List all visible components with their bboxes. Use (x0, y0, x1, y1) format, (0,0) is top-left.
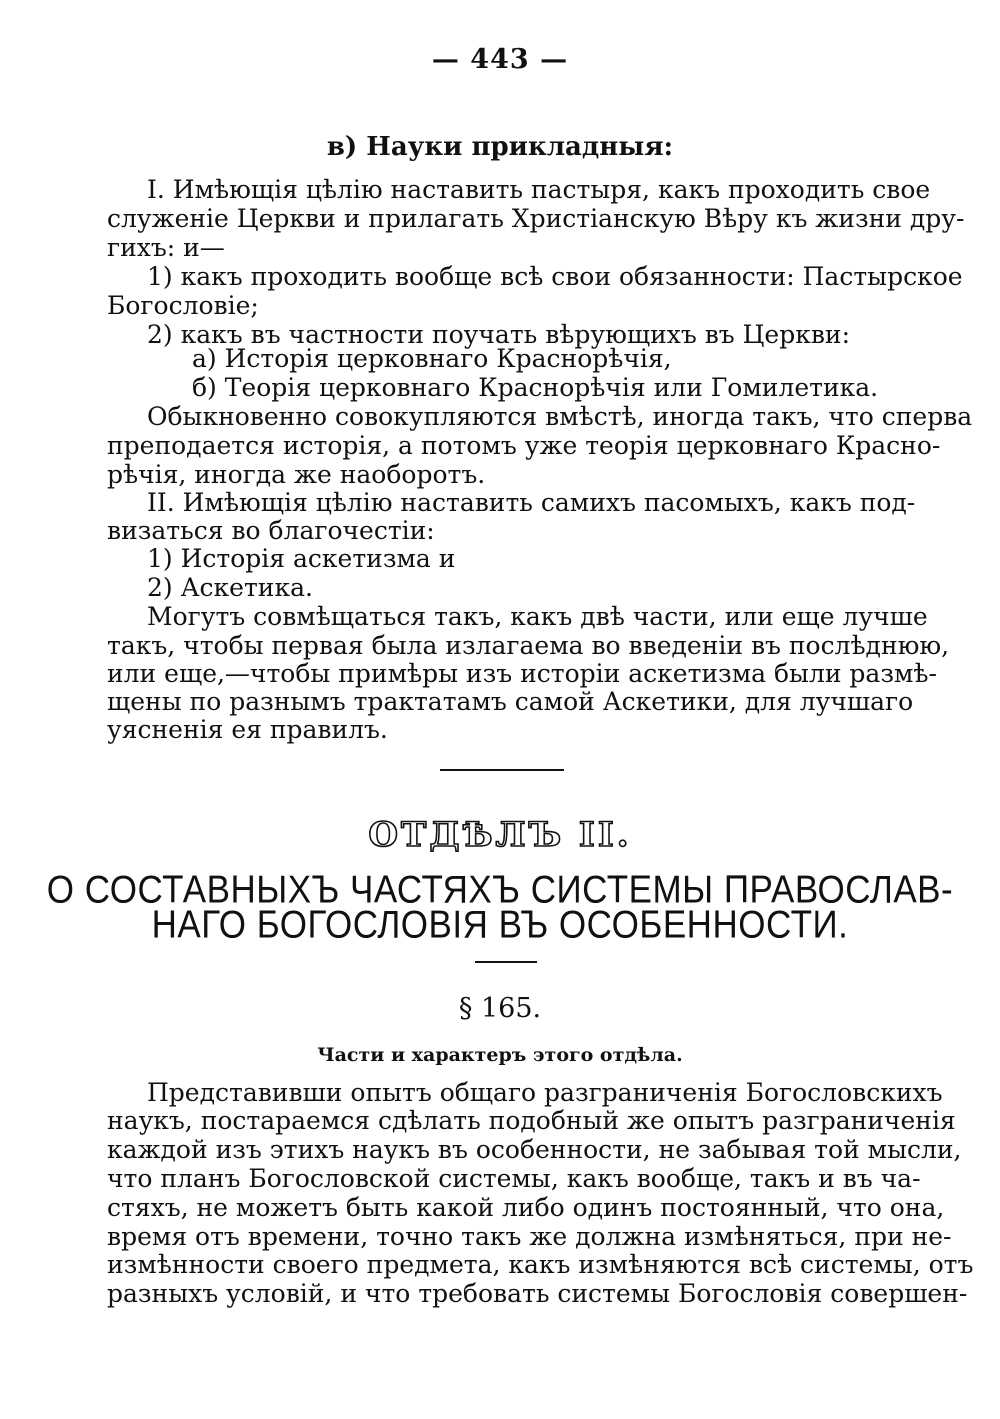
text-line: 1) Исторія аскетизма и (147, 544, 456, 573)
text-line: визаться во благочестіи: (107, 516, 435, 545)
text-line: щены по разнымъ трактатамъ самой Аскетики, для лучшаго (107, 687, 914, 716)
paragraph-number: § 165. (458, 993, 542, 1024)
text-line: или еще,—чтобы примѣры изъ исторіи аскетизма были размѣ- (107, 659, 937, 688)
text-line: измѣнности своего предмета, какъ измѣняются всѣ системы, отъ (107, 1250, 974, 1279)
text-line: стяхъ, не можетъ быть какой либо одинъ постоянный, что она, (107, 1193, 945, 1222)
division-title-line: О СОСТАВНЫХЪ ЧАСТЯХЪ СИСТЕМЫ ПРАВОСЛАВ- (46, 867, 954, 912)
text-line: I. Имѣющія цѣлію наставить пастыря, какъ проходить свое (147, 175, 931, 204)
text-line: Обыкновенно совокупляются вмѣстѣ, иногда такъ, что сперва (147, 402, 973, 431)
text-line: 2) какъ въ частности поучать вѣрующихъ въ Церкви: (147, 320, 851, 349)
text-line: служеніе Церкви и прилагать Христіанскую Вѣру къ жизни дру- (107, 204, 965, 233)
text-line: 2) Аскетика. (147, 573, 313, 602)
paragraph-caption: Части и характеръ этого отдѣла. (317, 1044, 683, 1066)
text-line: Представивши опытъ общаго разграниченія Богословскихъ (147, 1078, 943, 1107)
text-line: а) Исторія церковнаго Краснорѣчія, (192, 344, 672, 373)
text-line: разныхъ условій, и что требовать системы Богословія совершен- (107, 1279, 968, 1308)
text-line: преподается исторія, а потомъ уже теорія церковнаго Красно- (107, 431, 941, 460)
division-heading: ОТДѢЛЪ II. (368, 815, 632, 855)
text-line: гихъ: и— (107, 233, 225, 262)
text-line: такъ, чтобы первая была излагаема во введеніи въ послѣднюю, (107, 631, 950, 660)
subheading: в) Науки прикладныя: (326, 132, 674, 162)
title-divider (475, 961, 537, 963)
text-line: б) Теорія церковнаго Краснорѣчія или Гомилетика. (192, 373, 879, 402)
text-line: II. Имѣющія цѣлію наставить самихъ пасомыхъ, какъ под- (147, 488, 916, 517)
text-line: время отъ времени, точно такъ же должна измѣняться, при не- (107, 1222, 952, 1251)
text-line: наукъ, постараемся сдѣлать подобный же опытъ разграниченія (107, 1106, 956, 1135)
page-number: — 443 — (431, 44, 569, 75)
text-line: Богословіе; (107, 291, 259, 320)
text-line: уясненія ея правилъ. (107, 715, 388, 744)
division-title-line: НАГО БОГОСЛОВІЯ ВЪ ОСОБЕННОСТИ. (151, 902, 849, 947)
text-line: Могутъ совмѣщаться такъ, какъ двѣ части, или еще лучше (147, 602, 928, 631)
text-line: рѣчія, иногда же наоборотъ. (107, 460, 486, 489)
text-line: что планъ Богословской системы, какъ вообще, такъ и въ ча- (107, 1164, 921, 1193)
section-divider (440, 769, 564, 771)
text-line: 1) какъ проходить вообще всѣ свои обязанности: Пастырское (147, 262, 963, 291)
text-line: каждой изъ этихъ наукъ въ особенности, не забывая той мысли, (107, 1135, 962, 1164)
